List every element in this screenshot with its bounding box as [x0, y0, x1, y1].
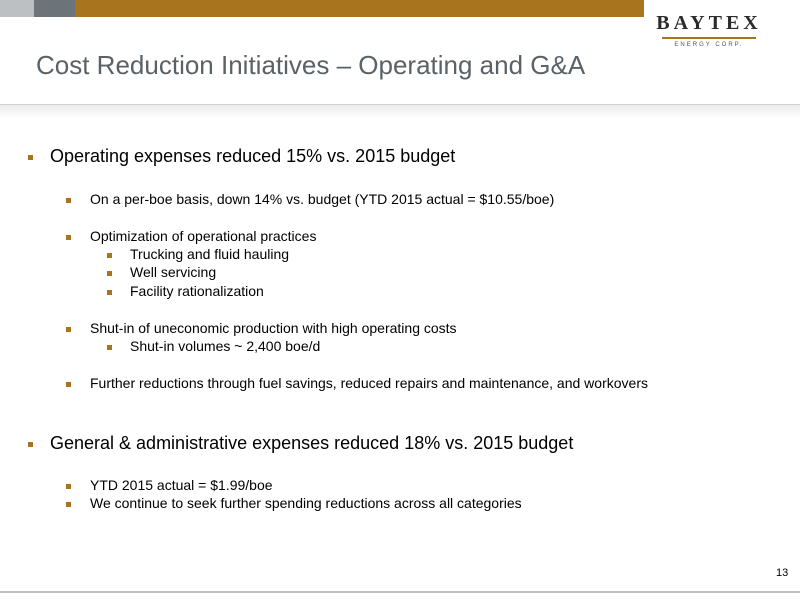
top-color-bar: [0, 0, 644, 17]
logo-subtitle: ENERGY CORP.: [674, 42, 744, 48]
logo-name: BAYTEX: [656, 12, 762, 34]
subbullet-well-servicing: Well servicing: [130, 264, 217, 280]
section-heading-operating: Operating expenses reduced 15% vs. 2015 budget: [50, 146, 456, 166]
top-bar-segment-dark: [34, 0, 75, 17]
subbullet-shut-in-volumes: Shut-in volumes ~ 2,400 boe/d: [130, 338, 321, 354]
bottom-divider: [0, 591, 800, 593]
bullet-square-icon: [66, 235, 71, 240]
bullet-square-icon: [66, 198, 71, 203]
bullet-ytd-actual: YTD 2015 actual = $1.99/boe: [90, 477, 273, 493]
slide-title: Cost Reduction Initiatives – Operating and G&A: [36, 50, 586, 80]
subbullet-trucking: Trucking and fluid hauling: [130, 246, 290, 262]
bullet-square-icon: [66, 382, 71, 387]
bullet-square-icon: [66, 484, 71, 489]
bullet-square-icon: [107, 253, 112, 258]
bullet-continue-seek: We continue to seek further spending reductions across all categories: [90, 495, 522, 511]
logo-divider: [662, 37, 756, 39]
bullet-square-icon: [107, 271, 112, 276]
bullet-further-reductions: Further reductions through fuel savings, reduced repairs and maintenance, and workovers: [90, 375, 648, 391]
bullet-square-icon: [107, 290, 112, 295]
company-logo: [656, 12, 762, 49]
subbullet-facility: Facility rationalization: [130, 283, 264, 299]
bullet-square-icon: [66, 502, 71, 507]
bullet-optimization: Optimization of operational practices: [90, 228, 317, 244]
bullet-square-icon: [28, 442, 33, 447]
bullet-square-icon: [107, 345, 112, 350]
title-shadow: [0, 105, 800, 119]
bullet-square-icon: [28, 155, 33, 160]
bullet-shut-in: Shut-in of uneconomic production with high operating costs: [90, 320, 457, 336]
section-heading-ga: General & administrative expenses reduced 18% vs. 2015 budget: [50, 433, 574, 453]
page-number: 13: [776, 567, 789, 579]
top-bar-segment-light: [0, 0, 34, 17]
bullet-per-boe: On a per-boe basis, down 14% vs. budget (YTD 2015 actual = $10.55/boe): [90, 191, 555, 207]
bullet-square-icon: [66, 327, 71, 332]
top-bar-segment-gold: [75, 0, 644, 17]
